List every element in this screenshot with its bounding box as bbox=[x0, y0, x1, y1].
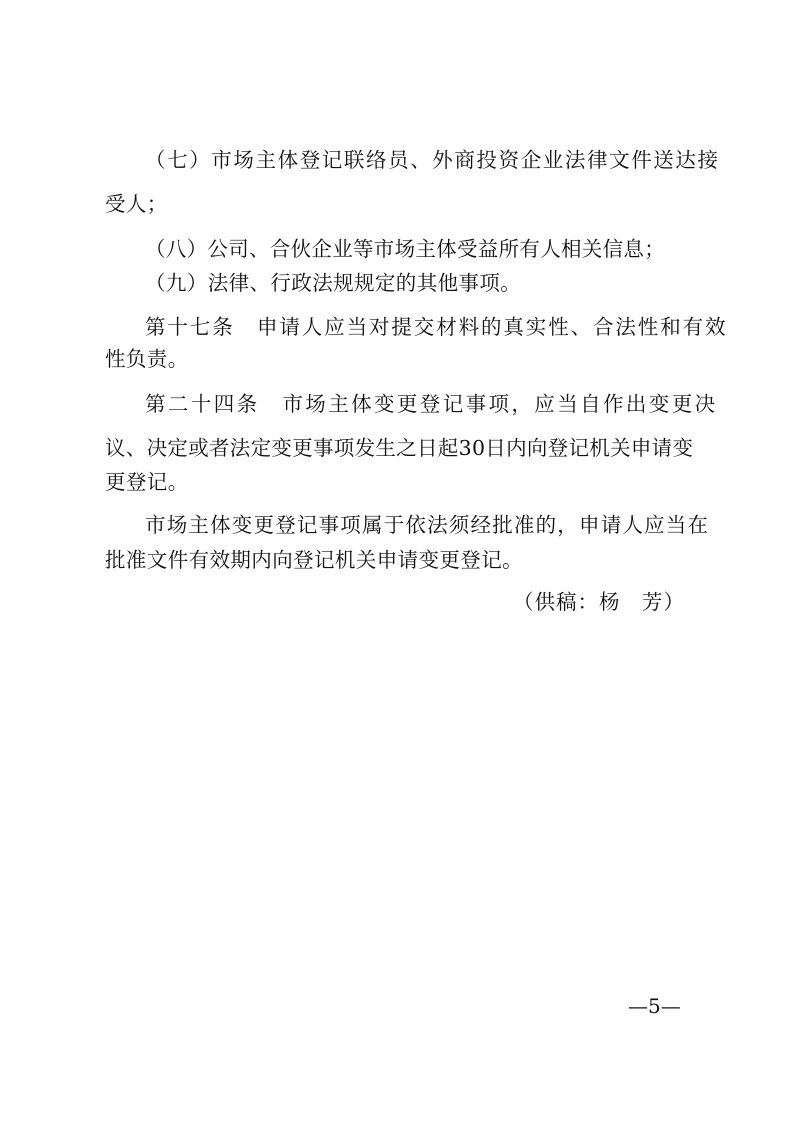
article-24-para-2-line-1: 市场主体变更登记事项属于依法须经批准的，申请人应当在 bbox=[145, 513, 710, 537]
clause-7-line-2: 受人； bbox=[105, 192, 168, 216]
source-credit: （供稿：杨 芳） bbox=[513, 590, 685, 614]
article-17-line-2: 性负责。 bbox=[105, 347, 189, 371]
page-number: —5— bbox=[628, 994, 681, 1018]
article-24-para-2-line-2: 批准文件有效期内向登记机关申请变更登记。 bbox=[105, 548, 523, 572]
clause-9: （九）法律、行政法规规定的其他事项。 bbox=[145, 271, 522, 295]
article-24-line-2: 议、决定或者法定变更事项发生之日起30日内向登记机关申请变 bbox=[105, 436, 694, 460]
clause-8: （八）公司、合伙企业等市场主体受益所有人相关信息； bbox=[145, 237, 665, 261]
clause-7-line-1: （七）市场主体登记联络员、外商投资企业法律文件送达接 bbox=[145, 148, 720, 172]
article-17-line-1: 第十七条 申请人应当对提交材料的真实性、合法性和有效 bbox=[145, 315, 728, 339]
article-24-line-3: 更登记。 bbox=[105, 470, 189, 494]
article-24-line-1: 第二十四条 市场主体变更登记事项，应当自作出变更决 bbox=[145, 392, 718, 416]
